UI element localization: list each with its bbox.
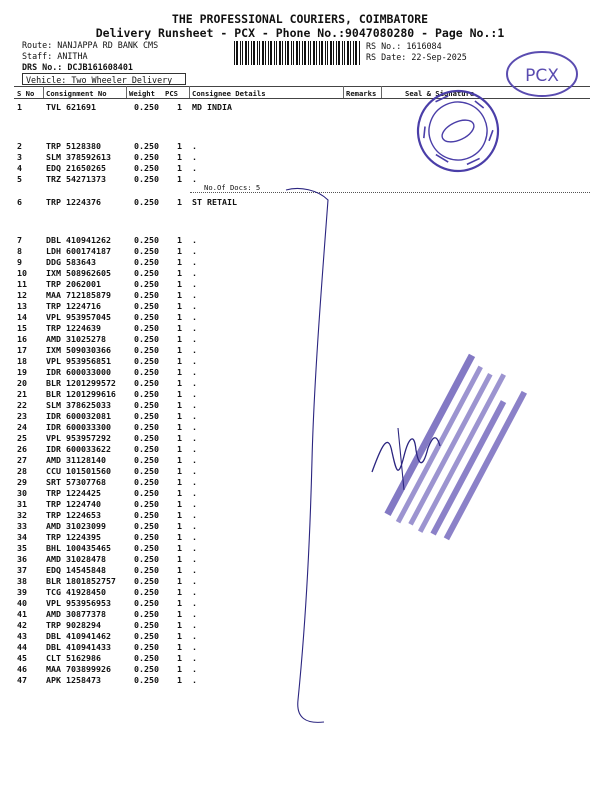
row-serial-number: 27	[17, 455, 27, 465]
row-consignee: .	[192, 587, 197, 597]
row-pieces: 1	[177, 323, 182, 333]
runsheet-subtitle: Delivery Runsheet - PCX - Phone No.:9047080280 - Page No.:1	[95, 26, 505, 40]
row-serial-number: 15	[17, 323, 27, 333]
row-consignee: .	[192, 411, 197, 421]
row-consignee: .	[192, 455, 197, 465]
row-pieces: 1	[177, 631, 182, 641]
row-consignment-number: VPL 953956953	[46, 598, 111, 608]
row-serial-number: 47	[17, 675, 27, 685]
row-weight: 0.250	[134, 141, 159, 151]
row-consignment-number: BLR 1201299572	[46, 378, 116, 388]
row-consignee: .	[192, 334, 197, 344]
row-consignment-number: TRP 1224653	[46, 510, 101, 520]
row-serial-number: 35	[17, 543, 27, 553]
row-consignee: .	[192, 466, 197, 476]
row-weight: 0.250	[134, 598, 159, 608]
row-serial-number: 29	[17, 477, 27, 487]
row-pieces: 1	[177, 653, 182, 663]
col-header-weight: Weight	[129, 89, 155, 98]
row-serial-number: 4	[17, 163, 22, 173]
row-weight: 0.250	[134, 510, 159, 520]
row-serial-number: 19	[17, 367, 27, 377]
row-pieces: 1	[177, 400, 182, 410]
row-consignee: .	[192, 488, 197, 498]
row-consignment-number: AMD 31128140	[46, 455, 106, 465]
row-consignee: .	[192, 642, 197, 652]
row-consignment-number: TRP 1224425	[46, 488, 101, 498]
pen-line	[286, 188, 328, 722]
row-consignment-number: DBL 410941262	[46, 235, 111, 245]
row-consignee: .	[192, 554, 197, 564]
row-consignee: .	[192, 477, 197, 487]
row-weight: 0.250	[134, 422, 159, 432]
row-pieces: 1	[177, 422, 182, 432]
row-pieces: 1	[177, 488, 182, 498]
row-pieces: 1	[177, 532, 182, 542]
row-weight: 0.250	[134, 576, 159, 586]
row-serial-number: 34	[17, 532, 27, 542]
row-consignee: .	[192, 290, 197, 300]
row-weight: 0.250	[134, 499, 159, 509]
col-header-consignment: Consignment No	[46, 89, 107, 98]
row-consignee: .	[192, 675, 197, 685]
row-consignment-number: AMD 31028478	[46, 554, 106, 564]
row-consignee: .	[192, 345, 197, 355]
row-pieces: 1	[177, 543, 182, 553]
row-consignee: .	[192, 609, 197, 619]
row-serial-number: 12	[17, 290, 27, 300]
row-serial-number: 18	[17, 356, 27, 366]
row-weight: 0.250	[134, 532, 159, 542]
row-consignment-number: SRT 57307768	[46, 477, 106, 487]
row-pieces: 1	[177, 268, 182, 278]
row-consignment-number: MAA 712185879	[46, 290, 111, 300]
row-consignee: ST RETAIL	[192, 197, 237, 207]
row-pieces: 1	[177, 279, 182, 289]
row-pieces: 1	[177, 466, 182, 476]
rs-number: RS No.: 1616084	[366, 41, 442, 51]
row-pieces: 1	[177, 433, 182, 443]
row-consignment-number: TRP 1224716	[46, 301, 101, 311]
row-pieces: 1	[177, 345, 182, 355]
row-pieces: 1	[177, 301, 182, 311]
row-weight: 0.250	[134, 587, 159, 597]
row-weight: 0.250	[134, 279, 159, 289]
row-serial-number: 25	[17, 433, 27, 443]
col-header-remarks: Remarks	[346, 89, 377, 98]
row-pieces: 1	[177, 554, 182, 564]
row-pieces: 1	[177, 587, 182, 597]
row-serial-number: 28	[17, 466, 27, 476]
row-serial-number: 38	[17, 576, 27, 586]
row-consignment-number: DDG 583643	[46, 257, 96, 267]
row-consignee: .	[192, 235, 197, 245]
row-consignee: .	[192, 356, 197, 366]
row-consignment-number: VPL 953957045	[46, 312, 111, 322]
row-pieces: 1	[177, 102, 182, 112]
row-consignment-number: VPL 953957292	[46, 433, 111, 443]
pcx-stamp	[507, 52, 577, 96]
row-serial-number: 14	[17, 312, 27, 322]
row-serial-number: 26	[17, 444, 27, 454]
row-serial-number: 9	[17, 257, 22, 267]
row-serial-number: 6	[17, 197, 22, 207]
row-consignment-number: IDR 600033300	[46, 422, 111, 432]
row-consignment-number: BLR 1801852757	[46, 576, 116, 586]
row-consignee: .	[192, 576, 197, 586]
row-consignment-number: IDR 600033622	[46, 444, 111, 454]
row-serial-number: 10	[17, 268, 27, 278]
col-header-seal: Seal & Signature	[405, 89, 475, 98]
row-consignment-number: SLM 378625033	[46, 400, 111, 410]
row-consignment-number: DBL 410941462	[46, 631, 111, 641]
row-pieces: 1	[177, 444, 182, 454]
svg-text:PCX: PCX	[525, 66, 559, 86]
row-consignment-number: CLT 5162986	[46, 653, 101, 663]
row-consignment-number: DBL 410941433	[46, 642, 111, 652]
row-pieces: 1	[177, 174, 182, 184]
staff-text: Staff: ANITHA	[22, 51, 88, 61]
row-weight: 0.250	[134, 466, 159, 476]
row-serial-number: 46	[17, 664, 27, 674]
row-pieces: 1	[177, 312, 182, 322]
row-weight: 0.250	[134, 653, 159, 663]
row-weight: 0.250	[134, 664, 159, 674]
row-serial-number: 24	[17, 422, 27, 432]
row-pieces: 1	[177, 389, 182, 399]
row-pieces: 1	[177, 411, 182, 421]
row-serial-number: 11	[17, 279, 27, 289]
row-serial-number: 32	[17, 510, 27, 520]
row-consignment-number: TRP 1224740	[46, 499, 101, 509]
row-consignment-number: TRP 1224639	[46, 323, 101, 333]
row-consignment-number: APK 1258473	[46, 675, 101, 685]
row-consignment-number: AMD 31023099	[46, 521, 106, 531]
col-header-sno: S No	[17, 89, 35, 98]
row-pieces: 1	[177, 152, 182, 162]
row-consignee: .	[192, 400, 197, 410]
row-weight: 0.250	[134, 554, 159, 564]
no-of-docs: No.Of Docs: 5	[204, 183, 261, 192]
row-pieces: 1	[177, 257, 182, 267]
row-pieces: 1	[177, 620, 182, 630]
row-consignee: .	[192, 367, 197, 377]
row-consignment-number: IDR 600033000	[46, 367, 111, 377]
row-consignee: .	[192, 422, 197, 432]
row-serial-number: 21	[17, 389, 27, 399]
row-consignee: .	[192, 631, 197, 641]
row-consignment-number: TRP 5128380	[46, 141, 101, 151]
row-serial-number: 37	[17, 565, 27, 575]
row-consignee: .	[192, 543, 197, 553]
row-serial-number: 43	[17, 631, 27, 641]
row-weight: 0.250	[134, 367, 159, 377]
company-title: THE PROFESSIONAL COURIERS, COIMBATORE	[171, 12, 429, 26]
row-pieces: 1	[177, 565, 182, 575]
row-pieces: 1	[177, 598, 182, 608]
row-serial-number: 17	[17, 345, 27, 355]
row-consignee: .	[192, 152, 197, 162]
row-weight: 0.250	[134, 102, 159, 112]
vehicle-label: Vehicle: Two Wheeler Delivery	[22, 73, 186, 85]
row-pieces: 1	[177, 576, 182, 586]
row-consignment-number: BHL 100435465	[46, 543, 111, 553]
row-pieces: 1	[177, 499, 182, 509]
row-consignment-number: SLM 378592613	[46, 152, 111, 162]
route-text: Route: NANJAPPA RD BANK CMS	[22, 40, 159, 50]
row-consignee: .	[192, 268, 197, 278]
row-weight: 0.250	[134, 543, 159, 553]
row-consignment-number: TCG 41928450	[46, 587, 106, 597]
row-consignee: .	[192, 433, 197, 443]
row-weight: 0.250	[134, 378, 159, 388]
row-consignment-number: TRP 2062001	[46, 279, 101, 289]
row-consignment-number: TVL 621691	[46, 102, 96, 112]
row-weight: 0.250	[134, 433, 159, 443]
row-consignee: .	[192, 323, 197, 333]
row-consignee: .	[192, 279, 197, 289]
row-pieces: 1	[177, 235, 182, 245]
row-weight: 0.250	[134, 268, 159, 278]
round-company-seal	[405, 78, 511, 184]
row-pieces: 1	[177, 510, 182, 520]
row-weight: 0.250	[134, 609, 159, 619]
row-serial-number: 22	[17, 400, 27, 410]
row-consignee: .	[192, 444, 197, 454]
row-serial-number: 31	[17, 499, 27, 509]
row-serial-number: 45	[17, 653, 27, 663]
row-weight: 0.250	[134, 246, 159, 256]
row-weight: 0.250	[134, 411, 159, 421]
row-weight: 0.250	[134, 290, 159, 300]
row-serial-number: 30	[17, 488, 27, 498]
row-consignment-number: TRP 9028294	[46, 620, 101, 630]
row-pieces: 1	[177, 290, 182, 300]
row-weight: 0.250	[134, 642, 159, 652]
row-consignment-number: EDQ 14545848	[46, 565, 106, 575]
row-consignment-number: LDH 600174187	[46, 246, 111, 256]
row-pieces: 1	[177, 367, 182, 377]
row-consignment-number: TRP 1224376	[46, 197, 101, 207]
row-pieces: 1	[177, 378, 182, 388]
row-serial-number: 1	[17, 102, 22, 112]
row-consignment-number: IDR 600032081	[46, 411, 111, 421]
row-weight: 0.250	[134, 312, 159, 322]
row-pieces: 1	[177, 609, 182, 619]
row-pieces: 1	[177, 455, 182, 465]
row-weight: 0.250	[134, 235, 159, 245]
row-weight: 0.250	[134, 455, 159, 465]
row-serial-number: 36	[17, 554, 27, 564]
row-weight: 0.250	[134, 356, 159, 366]
row-weight: 0.250	[134, 389, 159, 399]
row-consignment-number: VPL 953956851	[46, 356, 111, 366]
row-consignment-number: EDQ 21650265	[46, 163, 106, 173]
row-pieces: 1	[177, 163, 182, 173]
row-serial-number: 33	[17, 521, 27, 531]
row-serial-number: 5	[17, 174, 22, 184]
row-weight: 0.250	[134, 334, 159, 344]
row-consignee: .	[192, 141, 197, 151]
row-pieces: 1	[177, 675, 182, 685]
row-consignment-number: TRP 1224395	[46, 532, 101, 542]
row-pieces: 1	[177, 642, 182, 652]
col-header-consignee: Consignee Details	[192, 89, 266, 98]
row-weight: 0.250	[134, 323, 159, 333]
row-consignee: .	[192, 510, 197, 520]
row-serial-number: 41	[17, 609, 27, 619]
row-consignee: .	[192, 532, 197, 542]
row-weight: 0.250	[134, 631, 159, 641]
row-weight: 0.250	[134, 400, 159, 410]
rs-date: RS Date: 22-Sep-2025	[366, 52, 467, 62]
row-consignee: .	[192, 301, 197, 311]
row-consignee: .	[192, 653, 197, 663]
row-consignment-number: AMD 31025278	[46, 334, 106, 344]
row-pieces: 1	[177, 141, 182, 151]
row-weight: 0.250	[134, 488, 159, 498]
row-consignee: .	[192, 389, 197, 399]
row-serial-number: 42	[17, 620, 27, 630]
row-weight: 0.250	[134, 620, 159, 630]
row-weight: 0.250	[134, 444, 159, 454]
col-header-pcs: PCS	[165, 89, 178, 98]
drs-number: DRS No.: DCJB161608401	[22, 62, 133, 72]
row-weight: 0.250	[134, 521, 159, 531]
row-consignment-number: IXM 509030366	[46, 345, 111, 355]
row-consignment-number: BLR 1201299616	[46, 389, 116, 399]
row-serial-number: 7	[17, 235, 22, 245]
row-serial-number: 23	[17, 411, 27, 421]
row-pieces: 1	[177, 477, 182, 487]
row-consignment-number: TRZ 54271373	[46, 174, 106, 184]
row-consignee: MD INDIA	[192, 102, 232, 112]
row-weight: 0.250	[134, 675, 159, 685]
row-weight: 0.250	[134, 163, 159, 173]
row-weight: 0.250	[134, 301, 159, 311]
row-consignment-number: CCU 101501560	[46, 466, 111, 476]
row-consignee: .	[192, 664, 197, 674]
row-consignment-number: AMD 30877378	[46, 609, 106, 619]
row-serial-number: 13	[17, 301, 27, 311]
row-serial-number: 20	[17, 378, 27, 388]
row-consignee: .	[192, 163, 197, 173]
row-pieces: 1	[177, 334, 182, 344]
row-consignee: .	[192, 565, 197, 575]
row-consignee: .	[192, 312, 197, 322]
row-weight: 0.250	[134, 152, 159, 162]
row-serial-number: 39	[17, 587, 27, 597]
row-serial-number: 40	[17, 598, 27, 608]
row-consignee: .	[192, 378, 197, 388]
row-consignee: .	[192, 521, 197, 531]
row-weight: 0.250	[134, 257, 159, 267]
row-consignment-number: MAA 703899926	[46, 664, 111, 674]
row-serial-number: 2	[17, 141, 22, 151]
row-weight: 0.250	[134, 197, 159, 207]
row-consignee: .	[192, 174, 197, 184]
row-pieces: 1	[177, 664, 182, 674]
row-weight: 0.250	[134, 174, 159, 184]
row-pieces: 1	[177, 197, 182, 207]
row-consignee: .	[192, 499, 197, 509]
row-consignee: .	[192, 598, 197, 608]
row-weight: 0.250	[134, 565, 159, 575]
row-pieces: 1	[177, 246, 182, 256]
row-pieces: 1	[177, 521, 182, 531]
row-weight: 0.250	[134, 477, 159, 487]
row-consignment-number: IXM 508962605	[46, 268, 111, 278]
row-weight: 0.250	[134, 345, 159, 355]
row-pieces: 1	[177, 356, 182, 366]
row-serial-number: 3	[17, 152, 22, 162]
row-serial-number: 44	[17, 642, 27, 652]
row-serial-number: 16	[17, 334, 27, 344]
row-consignee: .	[192, 246, 197, 256]
row-serial-number: 8	[17, 246, 22, 256]
row-consignee: .	[192, 257, 197, 267]
row-consignee: .	[192, 620, 197, 630]
